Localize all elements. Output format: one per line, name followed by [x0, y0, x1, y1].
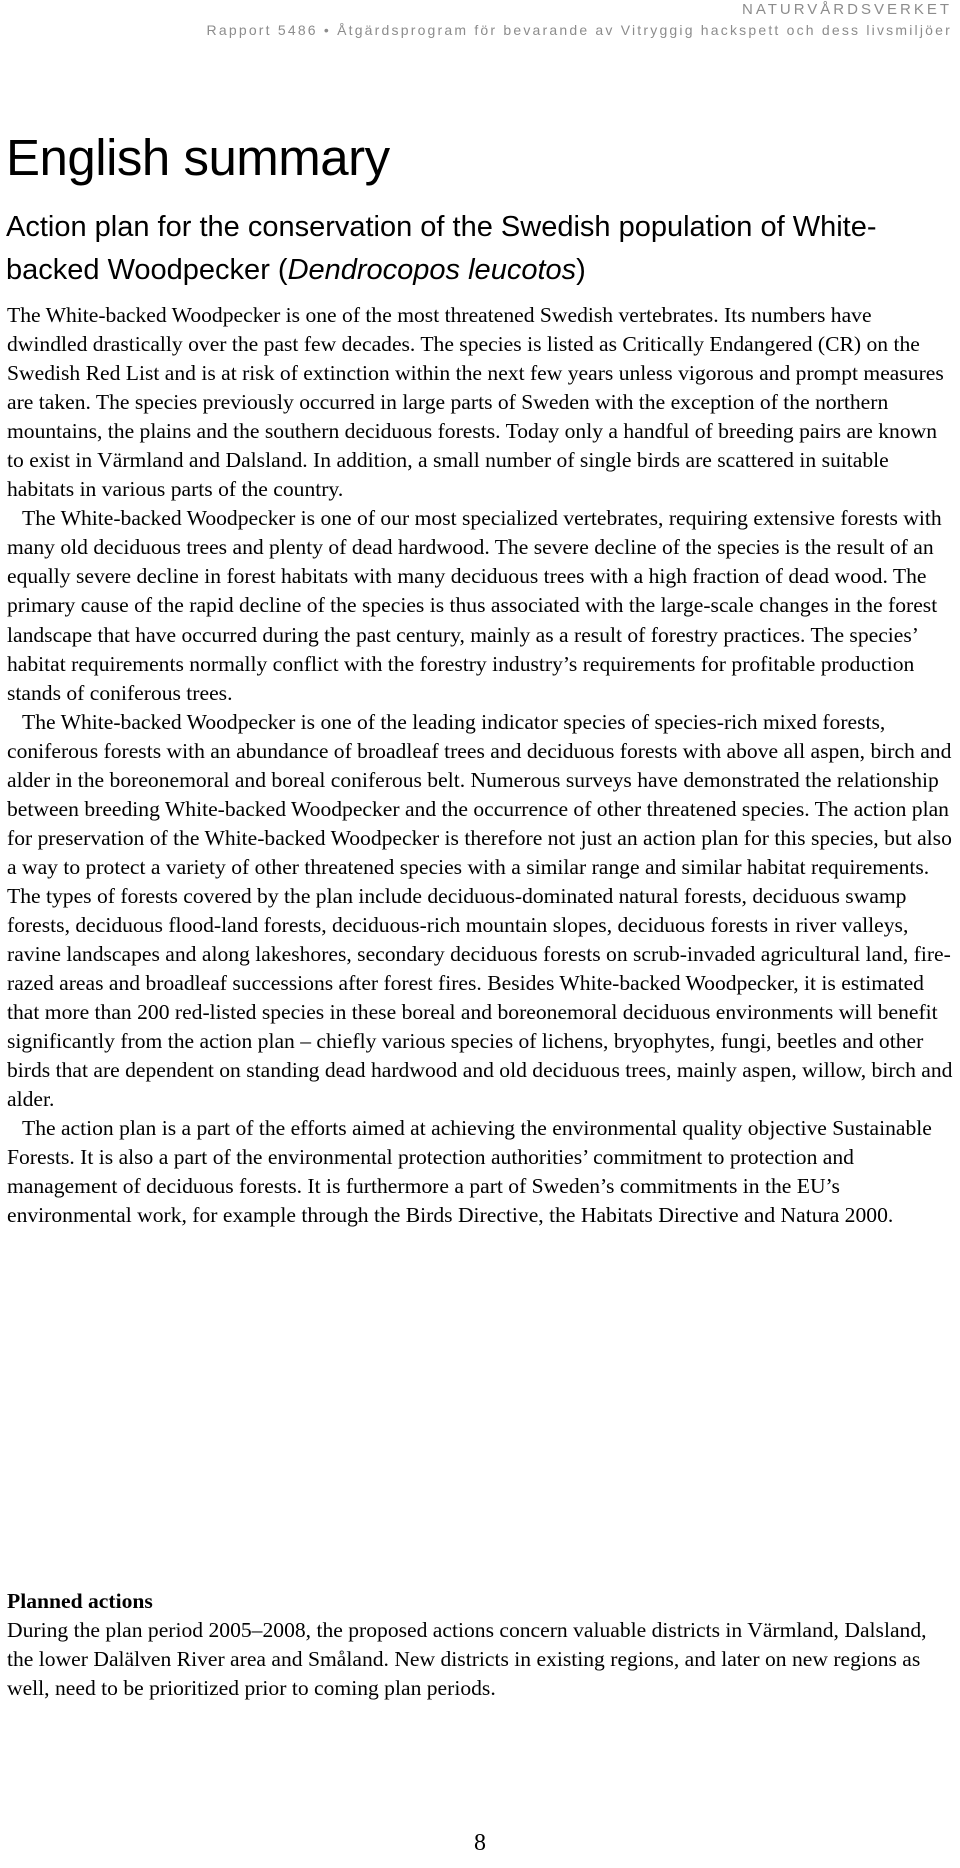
paragraph-indicator-species: The White-backed Woodpecker is one of the leading indicator species of species-rich mixed forests, coniferous forests with an abundance of broadleaf trees and deciduous forests with above all aspen, birch and alder in the boreonemoral and boreal coniferous belt. Numerous surveys have demonstrated the relationship between breeding White-backed Woodpecker and the occurrence of other threatened species. The action plan for preservation of the White-backed Woodpecker is therefore not just an action plan for this species, but also a way to protect a variety of other threatened species with a similar range and similar habitat requirements. The types of forests covered by the plan include deciduous-dominated natural forests, deciduous swamp forests, deciduous flood-land forests, deciduous-rich mountain slopes, deciduous forests in river valleys, ravine landscapes and along lakeshores, secondary deciduous forests on scrub-invaded agricultural land, fire-razed areas and broadleaf successions after forest fires. Besides White-backed Woodpecker, it is estimated that more than 200 red-listed species in these boreal and boreonemoral deciduous environments will benefit significantly from the action plan – chiefly various species of lichens, bryophytes, fungi, beetles and other birds that are dependent on standing dead hardwood and old deciduous trees, mainly aspen, willow, birch and alder.: [7, 709, 953, 1112]
document-subtitle: [6, 206, 956, 292]
agency-name: NATURVÅRDSVERKET: [742, 1, 952, 18]
report-title: Rapport 5486 • Åtgärdsprogram för bevarande av Vitryggig hackspett och dess livsmiljöer: [206, 22, 952, 38]
paragraph-environmental-objectives: The action plan is a part of the efforts aimed at achieving the environmental quality objective Sustainable Forests. It is also a part of the environmental protection authorities’ commitment to protection and management of deciduous forests. It is furthermore a part of Sweden’s commitments in the EU’s environmental work, for example through the Birds Directive, the Habitats Directive and Natura 2000.: [7, 1116, 932, 1228]
subtitle-prefix: Action plan for the conservation of the Swedish population of White-backed Woodpecker (: [6, 211, 877, 286]
paragraph-habitat-requirements: The White-backed Woodpecker is one of our most specialized vertebrates, requiring extensive forests with many old deciduous trees and plenty of dead hardwood. The severe decline of the species is the result of an equally severe decline in forest habitats with many deciduous trees with a high fraction of dead wood. The primary cause of the rapid decline of the species is thus associated with the large-scale changes in the forest landscape that have occurred during the past century, mainly as a result of forestry practices. The species’ habitat requirements normally conflict with the forestry industry’s requirements for profitable production stands of coniferous trees.: [7, 506, 942, 705]
subtitle-suffix: ): [576, 254, 586, 286]
planned-actions-heading: Planned actions: [7, 1589, 153, 1613]
planned-actions-text: During the plan period 2005–2008, the proposed actions concern valuable districts in Värmland, Dalsland, the lower Dalälven River area and Småland. New districts in existing regions, and later on new regions as well, need to be prioritized prior to coming plan periods.: [7, 1618, 927, 1701]
page-title: English summary: [6, 129, 390, 186]
running-header: [0, 0, 952, 40]
summary-body: [7, 301, 957, 1231]
paragraph-threat-status: The White-backed Woodpecker is one of the most threatened Swedish vertebrates. Its numbers have dwindled drastically over the past few decades. The species is listed as Critically Endangered (CR) on the Swedish Red List and is at risk of extinction within the next few years unless vigorous and prompt measures are taken. The species previously occurred in large parts of Sweden with the exception of the northern mountains, the plains and the southern deciduous forests. Today only a handful of breeding pairs are known to exist in Värmland and Dalsland. In addition, a small number of single birds are scattered in suitable habitats in various parts of the country.: [7, 303, 944, 502]
species-latin-name: Dendrocopos leucotos: [287, 254, 577, 286]
page-number: 8: [474, 1830, 486, 1856]
